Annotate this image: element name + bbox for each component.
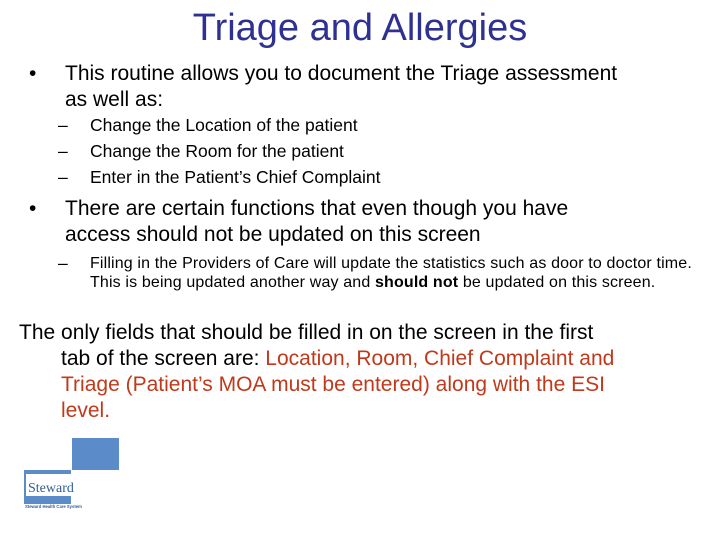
sub-item-text: Enter in the Patient’s Chief Complaint [90, 167, 381, 187]
instruction-paragraph [19, 320, 709, 424]
logo-tagline: Steward Health Care System [25, 504, 82, 509]
paragraph-line-2 [19, 346, 709, 372]
steward-logo [22, 438, 120, 510]
bullet-2-line-1: There are certain functions that even though you have [65, 197, 569, 220]
dash-mark: – [58, 167, 68, 187]
bullet-1-line-2: as well as: [65, 88, 164, 111]
sub-item-text: Change the Location of the patient [90, 115, 358, 135]
bullet-mark: • [29, 197, 37, 220]
logo-wordmark: Steward [28, 481, 74, 496]
slide-title: Triage and Allergies [192, 7, 528, 49]
sub-item-bold-text: should not [375, 274, 459, 291]
dash-mark: – [58, 115, 68, 135]
paragraph-line-3: Triage (Patient’s MOA must be entered) along with the ESI [61, 373, 605, 396]
steward-logo-graphic [22, 438, 120, 510]
bullet-2-line-2: access should not be updated on this screen [65, 223, 481, 246]
paragraph-line-4: level. [61, 399, 111, 422]
paragraph-line-2-red: Location, Room, Chief Complaint and [265, 347, 615, 370]
sub-item-text: Change the Room for the patient [90, 141, 344, 161]
bullet-1-text [65, 61, 715, 113]
sub-item-text-part1: Filling in the Providers of Care will update the statistics such as door to doctor time. This is being updated another way and [90, 255, 692, 291]
dash-mark: – [58, 253, 68, 273]
bullet-1-line-1: This routine allows you to document the Triage assessment [65, 62, 618, 85]
paragraph-line-2-black: tab of the screen are: [61, 347, 266, 370]
dash-mark: – [58, 141, 68, 161]
sub-item-text-part2: be updated on this screen. [458, 274, 656, 291]
bullet-2-text [65, 196, 715, 248]
bullet-mark: • [29, 62, 37, 85]
sub-item-text [90, 254, 712, 292]
paragraph-line-1: The only fields that should be filled in on the screen in the first [19, 321, 594, 344]
